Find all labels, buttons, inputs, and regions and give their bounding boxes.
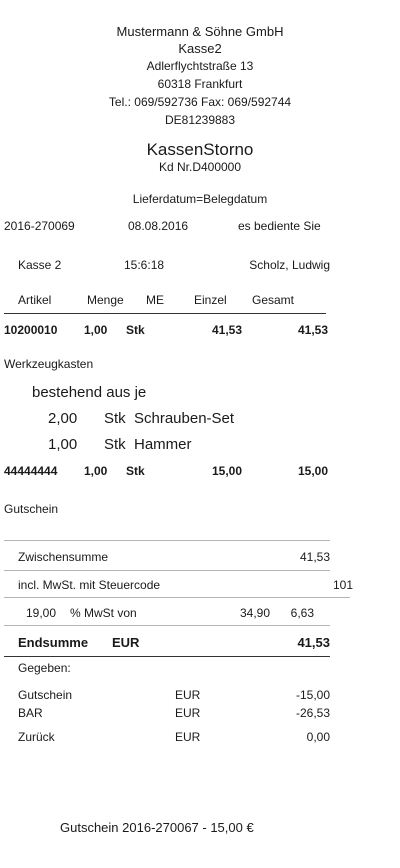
- column-unit: ME: [146, 293, 164, 307]
- item-name: Gutschein: [4, 502, 59, 516]
- grand-total-label: Endsumme: [18, 635, 89, 650]
- item-total: 41,53: [297, 323, 328, 337]
- receipt-date: 08.08.2016: [128, 219, 189, 233]
- component-name: Hammer: [134, 436, 192, 453]
- payment-amount: -15,00: [295, 688, 330, 702]
- register-label: Kasse 2: [18, 258, 62, 272]
- item-unit: Stk: [126, 323, 145, 337]
- payment-currency: EUR: [175, 688, 201, 702]
- subtotal-label: Zwischensumme: [18, 550, 109, 564]
- delivery-date-note: Lieferdatum=Belegdatum: [132, 192, 268, 206]
- vat-of-label: % MwSt von: [70, 606, 137, 620]
- company-city: 60318 Frankfurt: [157, 77, 243, 91]
- item-consists-of: bestehend aus je: [32, 384, 147, 401]
- payment-currency: EUR: [175, 730, 201, 744]
- register-name: Kasse2: [178, 41, 222, 56]
- column-quantity: Menge: [87, 293, 124, 307]
- column-single-price: Einzel: [194, 293, 227, 307]
- given-label: Gegeben:: [18, 661, 71, 675]
- item-name: Werkzeugkasten: [4, 357, 94, 371]
- served-by-label: es bediente Sie: [238, 219, 321, 233]
- vat-rate: 19,00: [26, 606, 57, 620]
- vat-id: DE81239883: [164, 113, 236, 127]
- item-quantity: 1,00: [84, 464, 108, 478]
- component-quantity: 2,00: [48, 410, 78, 427]
- grand-total-value: 41,53: [297, 635, 330, 650]
- component-quantity: 1,00: [48, 436, 78, 453]
- document-title: KassenStorno: [146, 140, 254, 159]
- grand-total-divider: [4, 656, 330, 657]
- company-contact: Tel.: 069/592736 Fax: 069/592744: [108, 95, 292, 109]
- component-name: Schrauben-Set: [134, 410, 235, 427]
- receipt-time: 15:6:18: [124, 258, 165, 272]
- header-divider: [4, 313, 326, 314]
- payment-amount: -26,53: [295, 706, 330, 720]
- subtotal-bottom-divider: [4, 570, 330, 571]
- vat-code: 101: [332, 578, 353, 592]
- cashier-name: Scholz, Ludwig: [249, 258, 330, 272]
- voucher-note: Gutschein 2016-270067 - 15,00 €: [60, 820, 254, 835]
- item-single-price: 41,53: [211, 323, 242, 337]
- component-unit: Stk: [104, 436, 126, 453]
- payment-method: BAR: [18, 706, 43, 720]
- payment-currency: EUR: [175, 706, 201, 720]
- vat-base: 34,90: [239, 606, 270, 620]
- vat-amount: 6,63: [290, 606, 314, 620]
- item-code: 10200010: [4, 323, 58, 337]
- company-name: Mustermann & Söhne GmbH: [116, 24, 284, 39]
- subtotal-value: 41,53: [299, 550, 330, 564]
- column-article: Artikel: [18, 293, 52, 307]
- customer-number: Kd Nr.D400000: [158, 160, 242, 174]
- vat-bottom-divider: [4, 625, 330, 626]
- item-unit: Stk: [126, 464, 145, 478]
- subtotal-divider: [4, 540, 330, 541]
- item-code: 44444444: [4, 464, 58, 478]
- payment-amount: 0,00: [306, 730, 330, 744]
- component-unit: Stk: [104, 410, 126, 427]
- vat-label: incl. MwSt. mit Steuercode: [18, 578, 161, 592]
- vat-divider: [4, 597, 350, 598]
- payment-method: Zurück: [18, 730, 55, 744]
- item-total: 15,00: [297, 464, 328, 478]
- payment-method: Gutschein: [18, 688, 73, 702]
- grand-total-currency: EUR: [112, 635, 140, 650]
- item-quantity: 1,00: [84, 323, 108, 337]
- item-single-price: 15,00: [211, 464, 242, 478]
- column-total: Gesamt: [252, 293, 295, 307]
- company-street: Adlerflychtstraße 13: [146, 59, 254, 73]
- receipt-number: 2016-270069: [4, 219, 75, 233]
